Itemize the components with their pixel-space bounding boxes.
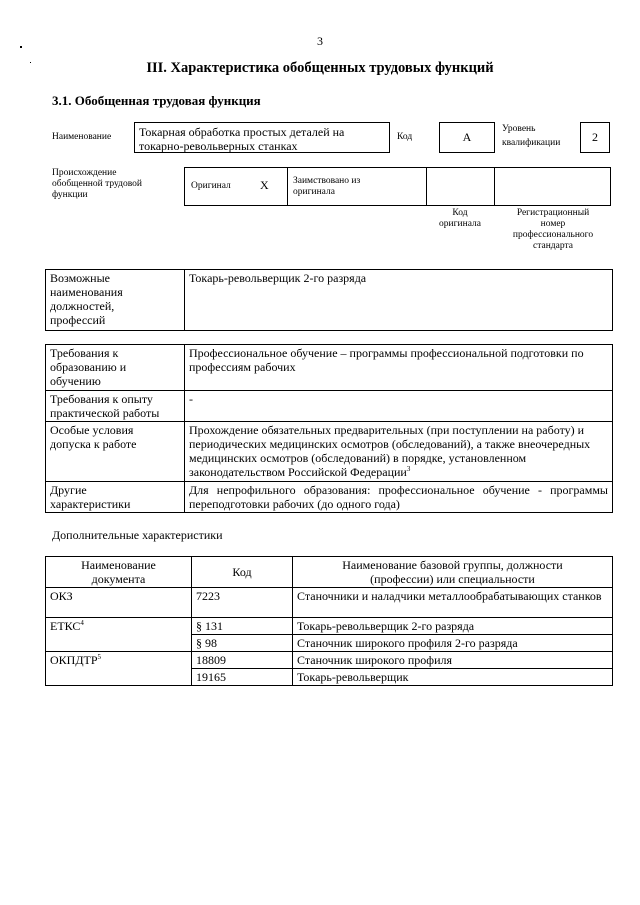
- function-name-box: [134, 122, 390, 153]
- positions-table: [45, 269, 613, 331]
- code-original-label: Код оригинала: [439, 208, 481, 229]
- origin-divider: [494, 167, 495, 206]
- requirement-value: Для непрофильного образования: профессиональное обучение - программы переподготовки рабочих (до одного года): [185, 482, 613, 513]
- additional-table: [45, 556, 613, 686]
- row-code: § 98: [192, 635, 293, 652]
- requirement-label: Особые условия допуска к работе: [46, 422, 185, 482]
- footnote-ref: 3: [406, 465, 411, 473]
- row-code: 19165: [192, 669, 293, 686]
- positions-value: Токарь-револьверщик 2-го разряда: [185, 270, 613, 331]
- row-name: Токарь-револьверщик 2-го разряда: [293, 618, 613, 635]
- requirement-value: -: [185, 391, 613, 422]
- original-mark: X: [260, 178, 269, 192]
- header-document: Наименование документа: [46, 557, 192, 588]
- row-name: Станочники и наладчики металлообрабатывающих станков: [293, 588, 613, 618]
- positions-label: Возможные наименования должностей, профессий: [46, 270, 185, 331]
- origin-divider: [426, 167, 427, 206]
- borrowed-label: Заимствовано из оригинала: [293, 176, 361, 197]
- row-name: Станочник широкого профиля 2-го разряда: [293, 635, 613, 652]
- level-value-box: [580, 122, 610, 153]
- page-number: 3: [317, 34, 323, 48]
- requirements-table: [45, 344, 613, 513]
- function-name-line2: токарно-револьверных станках: [139, 139, 298, 153]
- original-label: Оригинал: [191, 181, 231, 191]
- requirement-label: Требования к опыту практической работы: [46, 391, 185, 422]
- requirement-label: Требования к образованию и обучению: [46, 345, 185, 391]
- footnote-ref: 5: [97, 653, 102, 661]
- row-code: § 131: [192, 618, 293, 635]
- reg-number-label: Регистрационный номер профессионального стандарта: [512, 208, 594, 251]
- row-document: ЕТКС$^4$: [46, 618, 192, 652]
- row-name: Токарь-револьверщик: [293, 669, 613, 686]
- section-title: III. Характеристика обобщенных трудовых функций: [146, 60, 494, 76]
- requirement-value: Прохождение обязательных предварительных (при поступлении на работу) и периодических медицинских осмотров (обследований), а также внеочередных медицинских осмотров (обследований) в порядке, установленном законодательством Российской Федерации$^3$: [185, 422, 613, 482]
- row-document: ОКЗ: [46, 588, 192, 618]
- name-label: Наименование: [52, 132, 112, 142]
- row-code: 18809: [192, 652, 293, 669]
- header-code: Код: [192, 557, 293, 588]
- requirement-label: Другие характеристики: [46, 482, 185, 513]
- code-label: Код: [397, 132, 413, 142]
- header-name: Наименование базовой группы, должности (профессии) или специальности: [293, 557, 613, 588]
- code-value: А: [462, 130, 472, 144]
- footnote-ref: 4: [80, 619, 84, 627]
- row-name: Станочник широкого профиля: [293, 652, 613, 669]
- subsection-title: 3.1. Обобщенная трудовая функция: [52, 93, 261, 108]
- level-value: 2: [592, 130, 598, 144]
- function-name-line1: Токарная обработка простых деталей на: [139, 125, 345, 139]
- requirement-value: Профессиональное обучение – программы профессиональной подготовки по профессиям рабочих: [185, 345, 613, 391]
- origin-divider: [287, 167, 288, 206]
- row-code: 7223: [192, 588, 293, 618]
- row-document: ОКПДТР$^5$: [46, 652, 192, 686]
- code-value-box: [439, 122, 495, 153]
- level-label: Уровень квалификации: [502, 124, 561, 148]
- additional-title: Дополнительные характеристики: [52, 528, 223, 542]
- origin-label: Происхождение обобщенной трудовой функции: [52, 168, 142, 200]
- origin-table: [184, 167, 611, 206]
